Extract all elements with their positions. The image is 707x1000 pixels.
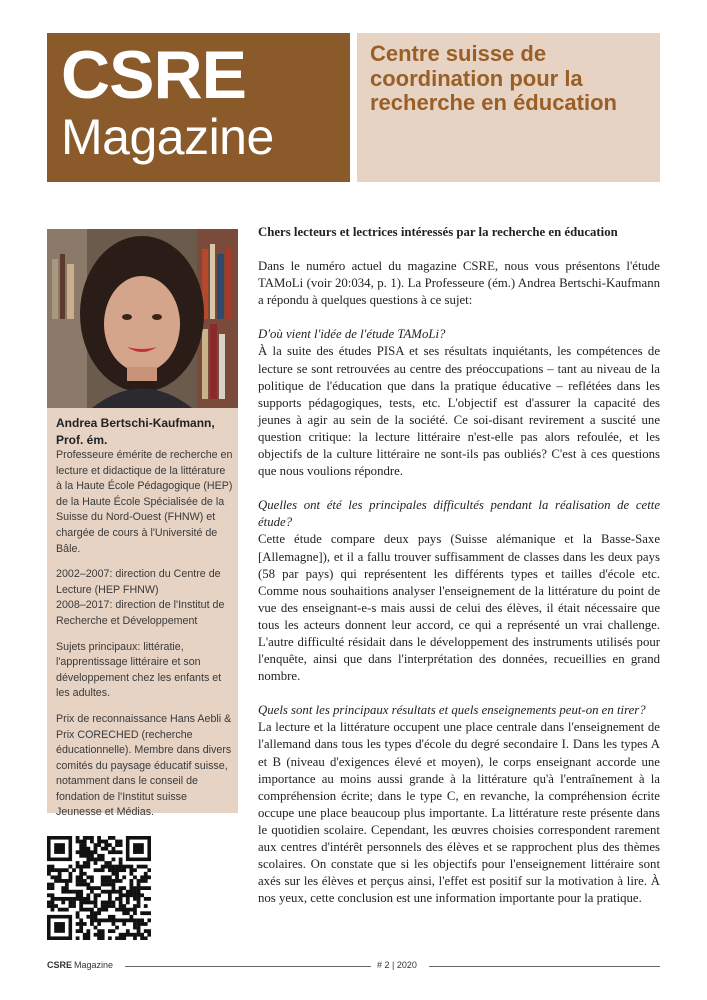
issue-number: # 2 | 2020 <box>377 960 417 970</box>
page-footer <box>47 960 660 974</box>
portrait-photo <box>47 229 238 408</box>
footer-brand: CSRE <box>47 960 73 970</box>
author-sidebar <box>47 229 238 819</box>
answer: À la suite des études PISA et ses résultats inquiétants, les compétences de lecture se sont retrouvées au centre des préoccupations – tant au niveau de la politique de l'éducation que dans la pratique éducative – reflétées dans les supports pédagogiques, tests, etc. L'objectif est d'assurer la capacité des jeunes à agir au sein de la société. Ce soi-disant revirement a suscité une question critique: la lecture littéraire n'est-elle pas alors refoulée, et les objectifs de la culture littéraire ne sont-ils pas oubliés? C'est à ces questions que nous voulions répondre. <box>258 344 660 479</box>
masthead-brand: CSRE <box>61 37 246 113</box>
footer-rule <box>125 966 371 967</box>
career-item: 2008–2017: direction de l'Institut de Recherche et Développement <box>56 599 225 627</box>
author-bio <box>56 415 234 831</box>
article-intro: Dans le numéro actuel du magazine CSRE, nous vous présentons l'étude TAMoLi (voir 20:034, p. 1). La Professeure (ém.) Andrea Bertschi-Kaufmann a répondu à quelques questions à ce sujet: <box>258 259 660 308</box>
answer: La lecture et la littérature occupent une place centrale dans l'enseignement de l'allemand dans tous les types d'école du degré secondaire I. Dans les types A et B (niveau d'exigences élevé et moyen), le corps enseignant accorde une importance au moins aussi grande à la littérature qu'à l'entraînement à la compréhension écrite; dans le type C, en revanche, la compréhension écrite occupe une place beaucoup plus importante. La littérature reste présente dans le quotidien scolaire. Cependant, les œuvres choisies correspondent rarement aux centres d'intérêt personnels des élèves et se rapprochent plus des thèmes scolaires. On constate que si les objectifs pour l'enseignement littéraire sont axés sur les élèves et perçus ainsi, l'effet est positif sur la motivation à lire. À nos yeux, cette conclusion est une information importante pour la pratique. <box>258 720 660 906</box>
portrait-photo-icon <box>47 229 238 408</box>
masthead-product: Magazine <box>61 109 274 165</box>
org-name: Centre suisse de coordination pour la recherche en éducation <box>370 41 617 115</box>
qr-code-icon <box>47 836 151 940</box>
footer-brand-sub: Magazine <box>74 960 114 970</box>
question: D'où vient l'idée de l'étude TAMoLi? <box>258 327 446 342</box>
author-name: Andrea Bertschi-Kaufmann, <box>56 416 215 430</box>
masthead <box>47 33 350 182</box>
qa-block <box>258 497 660 685</box>
author-awards: Prix de reconnaissance Hans Aebli & Prix CORECHED (recherche éducationnelle). Membre dans divers comités du paysage éducatif suisse, notamment dans le conseil de fondation de l'Institut suisse Jeunesse et Médias. <box>56 712 232 819</box>
career-item: 2002–2007: direction du Centre de Lecture (HEP FHNW) <box>56 568 221 596</box>
footer-rule <box>429 966 660 967</box>
article-greeting: Chers lecteurs et lectrices intéressés par la recherche en éducation <box>258 225 618 239</box>
qr-code-graphic <box>47 836 151 940</box>
qa-block <box>258 326 660 480</box>
author-topics: Sujets principaux: littératie, l'apprentissage littéraire et son développement chez les enfants et les adultes. <box>56 640 222 700</box>
author-description: Professeure émérite de recherche en lecture et didactique de la littérature à la Haute École Pédagogique (HEP) de la Haute École Spécialisée de la Suisse du Nord-Ouest (FHNW) et chargée de cours à l'Université de Bâle. <box>56 449 233 555</box>
article <box>258 224 660 924</box>
question: Quelles ont été les principales difficultés pendant la réalisation de cette étude? <box>258 498 660 530</box>
question: Quels sont les principaux résultats et quels enseignements peut-on en tirer? <box>258 703 646 718</box>
author-title: Prof. ém. <box>56 432 108 447</box>
answer: Cette étude compare deux pays (Suisse alémanique et la Basse-Saxe [Allemagne]), et il a fallu trouver suffisamment de classes dans les deux pays (58 par pays) qui représentent les différents types et tailles d'école etc. Comme nous souhaitions analyser l'enseignement de la littérature du point de vue des enseignant-e-s mais aussi de celui des élèves, il était nécessaire que tous les acteurs donnent leur accord, ce qui a représenté un vrai challenge. L'autre difficulté résidait dans le développement des instruments utilisés pour l'enquête, ainsi que dans l'interprétation des données, recueillies en grand nombre. <box>258 532 660 684</box>
org-box <box>357 33 660 182</box>
qa-block <box>258 702 660 907</box>
